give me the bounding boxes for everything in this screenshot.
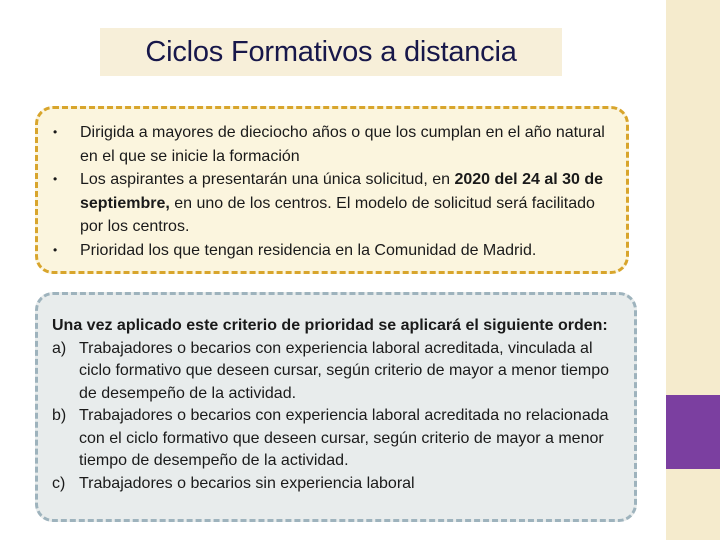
priority-order-box [35, 292, 637, 522]
list-item [52, 405, 627, 473]
list-item-text: Trabajadores o becarios con experiencia laboral acreditada, vinculada al ciclo formativo que deseen cursar, según criterio de mayor a menor tiempo de desempeño de la actividad. [79, 339, 610, 402]
list-marker: a) [52, 339, 67, 357]
page-title: Ciclos Formativos a distancia [145, 35, 517, 68]
bullet-icon: • [53, 172, 58, 186]
side-strip-cream-bottom [666, 469, 720, 540]
requirements-box [35, 106, 629, 274]
bullet-icon: • [53, 242, 58, 257]
list-item [38, 121, 626, 168]
list-marker: b) [52, 407, 67, 424]
side-strip-purple [666, 395, 720, 469]
priority-list [52, 338, 627, 496]
bullet-text-end: en uno de los centros. El modelo de solicitud será facilitado por los centros. [80, 194, 595, 235]
list-item [52, 473, 627, 496]
list-item [38, 239, 626, 263]
application-dates: 2020 del 24 al 30 de septiembre, [80, 171, 604, 212]
title-box [100, 28, 562, 76]
list-item-text: Trabajadores o becarios con experiencia laboral acreditada no relacionada con el ciclo formativo que deseen cursar, según criterio de mayor a menor tiempo de desempeño de la actividad. [79, 407, 609, 469]
bullet-text [80, 171, 603, 235]
bullet-icon: • [53, 125, 58, 139]
bullet-text: Prioridad los que tengan residencia en la Comunidad de Madrid. [80, 241, 537, 259]
bullet-text: Dirigida a mayores de dieciocho años o que los cumplan en el año natural en el que se inicie la formación [80, 124, 605, 165]
list-marker: c) [52, 474, 66, 492]
side-decoration-strip [666, 0, 720, 540]
bullet-text-start: Los aspirantes a presentarán una única solicitud, en [80, 171, 455, 188]
priority-order [52, 315, 627, 495]
list-item [38, 168, 626, 239]
priority-intro: Una vez aplicado este criterio de prioridad se aplicará el siguiente orden: [52, 317, 608, 334]
list-item [52, 338, 627, 406]
list-item-text: Trabajadores o becarios sin experiencia laboral [79, 474, 415, 492]
side-strip-cream [666, 0, 720, 395]
requirements-list [38, 121, 626, 262]
